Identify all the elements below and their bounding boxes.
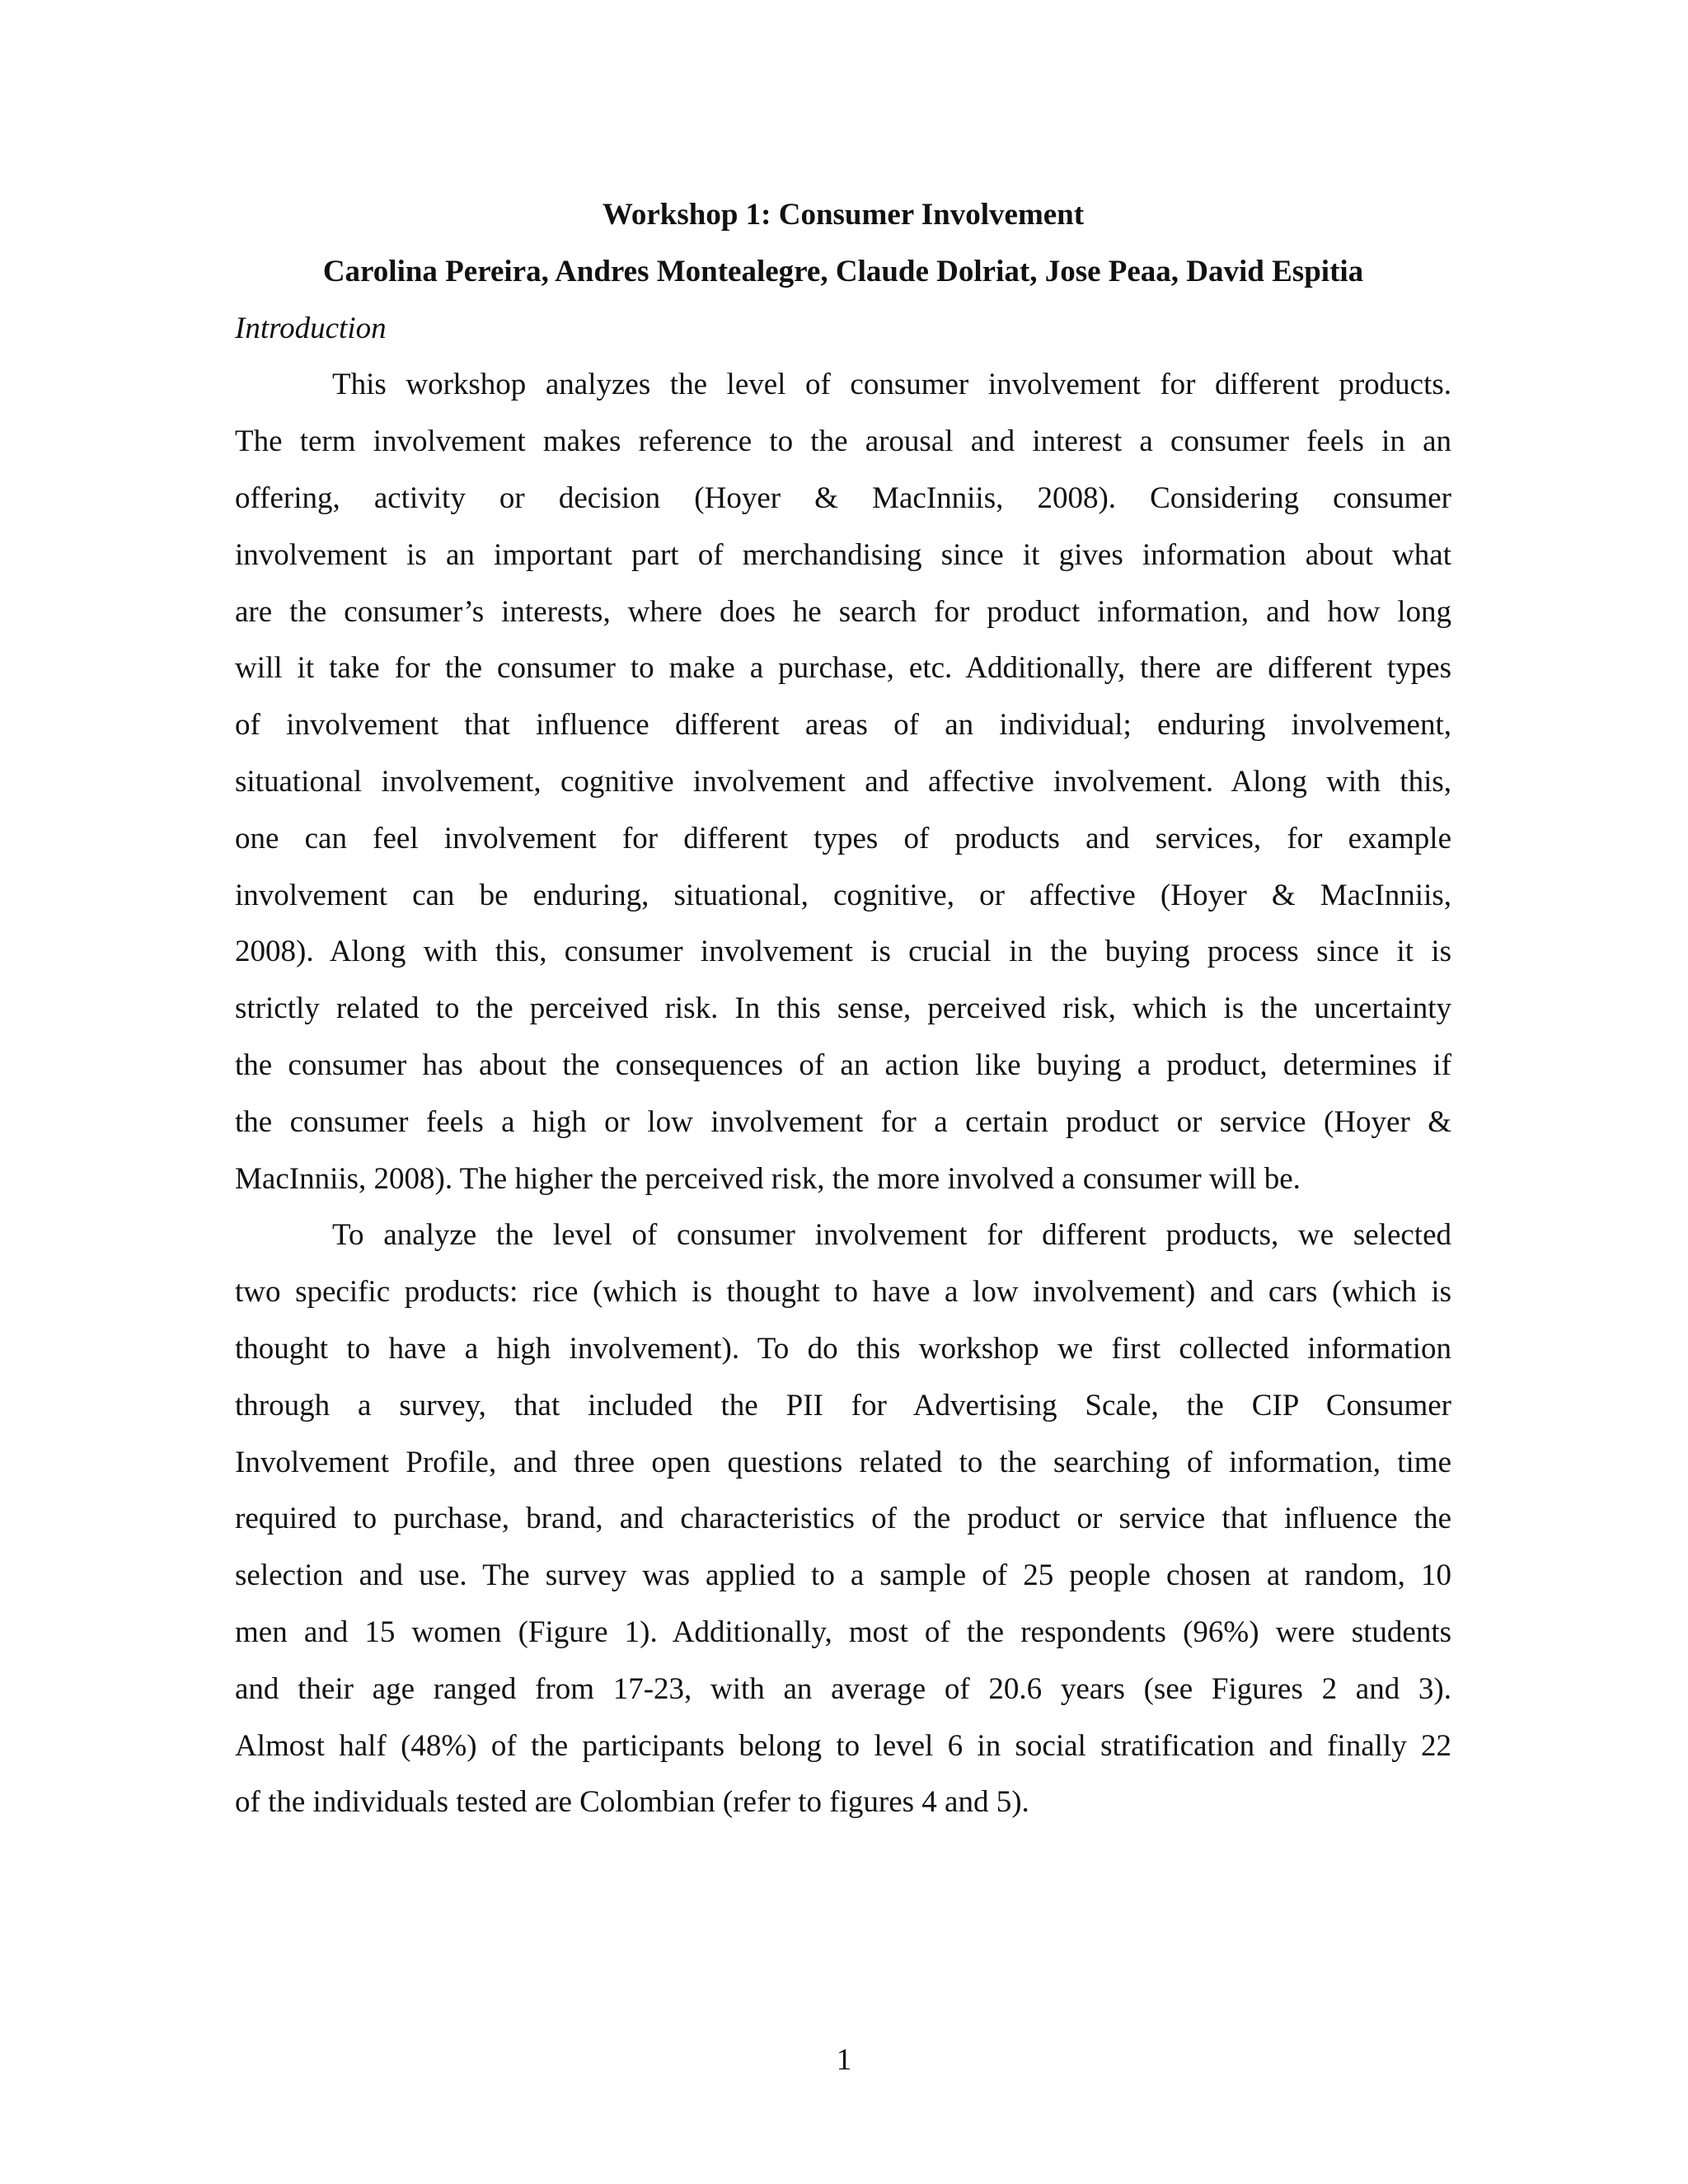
paragraph-line: of the individuals tested are Colombian (refer to figures 4 and 5). <box>235 1785 1029 1820</box>
paragraph-line: 2008). Along with this, consumer involvement is crucial in the buying process since it is <box>235 935 1451 969</box>
paragraph-line: involvement can be enduring, situational, cognitive, or affective (Hoyer & MacInniis, <box>235 878 1451 912</box>
page-number: 1 <box>836 2043 852 2077</box>
paragraph-line: two specific products: rice (which is thought to have a low involvement) and cars (which is <box>235 1275 1451 1310</box>
author-list: Carolina Pereira, Andres Montealegre, Claude Dolriat, Jose Peaa, David Espitia <box>322 254 1364 288</box>
paragraph-line: offering, activity or decision (Hoyer & MacInniis, 2008). Considering consumer <box>235 480 1451 515</box>
paragraph-line: will it take for the consumer to make a purchase, etc. Additionally, there are different types <box>235 651 1451 686</box>
paragraph-line: are the consumer’s interests, where does he search for product information, and how long <box>235 594 1451 629</box>
paragraph-line: Involvement Profile, and three open questions related to the searching of information, time <box>235 1445 1451 1479</box>
paragraph-line: and their age ranged from 17-23, with an average of 20.6 years (see Figures 2 and 3). <box>235 1671 1451 1706</box>
paragraph-line: the consumer has about the consequences of an action like buying a product, determines if <box>235 1047 1451 1082</box>
paragraph-line: This workshop analyzes the level of consumer involvement for different products. <box>332 368 1451 402</box>
paragraph-1 <box>235 357 1451 1207</box>
paragraph-line: situational involvement, cognitive involvement and affective involvement. Along with this, <box>235 764 1451 799</box>
paragraph-2 <box>235 1207 1451 1831</box>
paragraph-line: required to purchase, brand, and characteristics of the product or service that influence the <box>235 1502 1451 1536</box>
paragraph-line: The term involvement makes reference to the arousal and interest a consumer feels in an <box>235 424 1451 459</box>
document-body <box>235 187 1451 1831</box>
paragraph-line: the consumer feels a high or low involvement for a certain product or service (Hoyer & <box>235 1104 1451 1139</box>
paragraph-line: MacInniis, 2008). The higher the perceived risk, the more involved a consumer will be. <box>235 1161 1301 1196</box>
document-title: Workshop 1: Consumer Involvement <box>602 198 1085 232</box>
paragraph-line: strictly related to the perceived risk. In this sense, perceived risk, which is the uncertainty <box>235 991 1451 1026</box>
paragraph-line: To analyze the level of consumer involvement for different products, we selected <box>332 1218 1451 1253</box>
paragraph-line: men and 15 women (Figure 1). Additionally, most of the respondents (96%) were students <box>235 1615 1451 1649</box>
section-heading-introduction: Introduction <box>235 311 387 345</box>
paragraph-line: one can feel involvement for different types of products and services, for example <box>235 821 1451 855</box>
paragraph-line: selection and use. The survey was applied to a sample of 25 people chosen at random, 10 <box>235 1558 1451 1593</box>
paragraph-line: through a survey, that included the PII for Advertising Scale, the CIP Consumer <box>235 1388 1451 1422</box>
paragraph-line: thought to have a high involvement). To do this workshop we first collected information <box>235 1331 1451 1366</box>
paragraph-line: Almost half (48%) of the participants belong to level 6 in social stratification and finally 22 <box>235 1728 1451 1763</box>
paragraph-line: involvement is an important part of merchandising since it gives information about what <box>235 537 1451 572</box>
paragraph-line: of involvement that influence different areas of an individual; enduring involvement, <box>235 708 1451 743</box>
